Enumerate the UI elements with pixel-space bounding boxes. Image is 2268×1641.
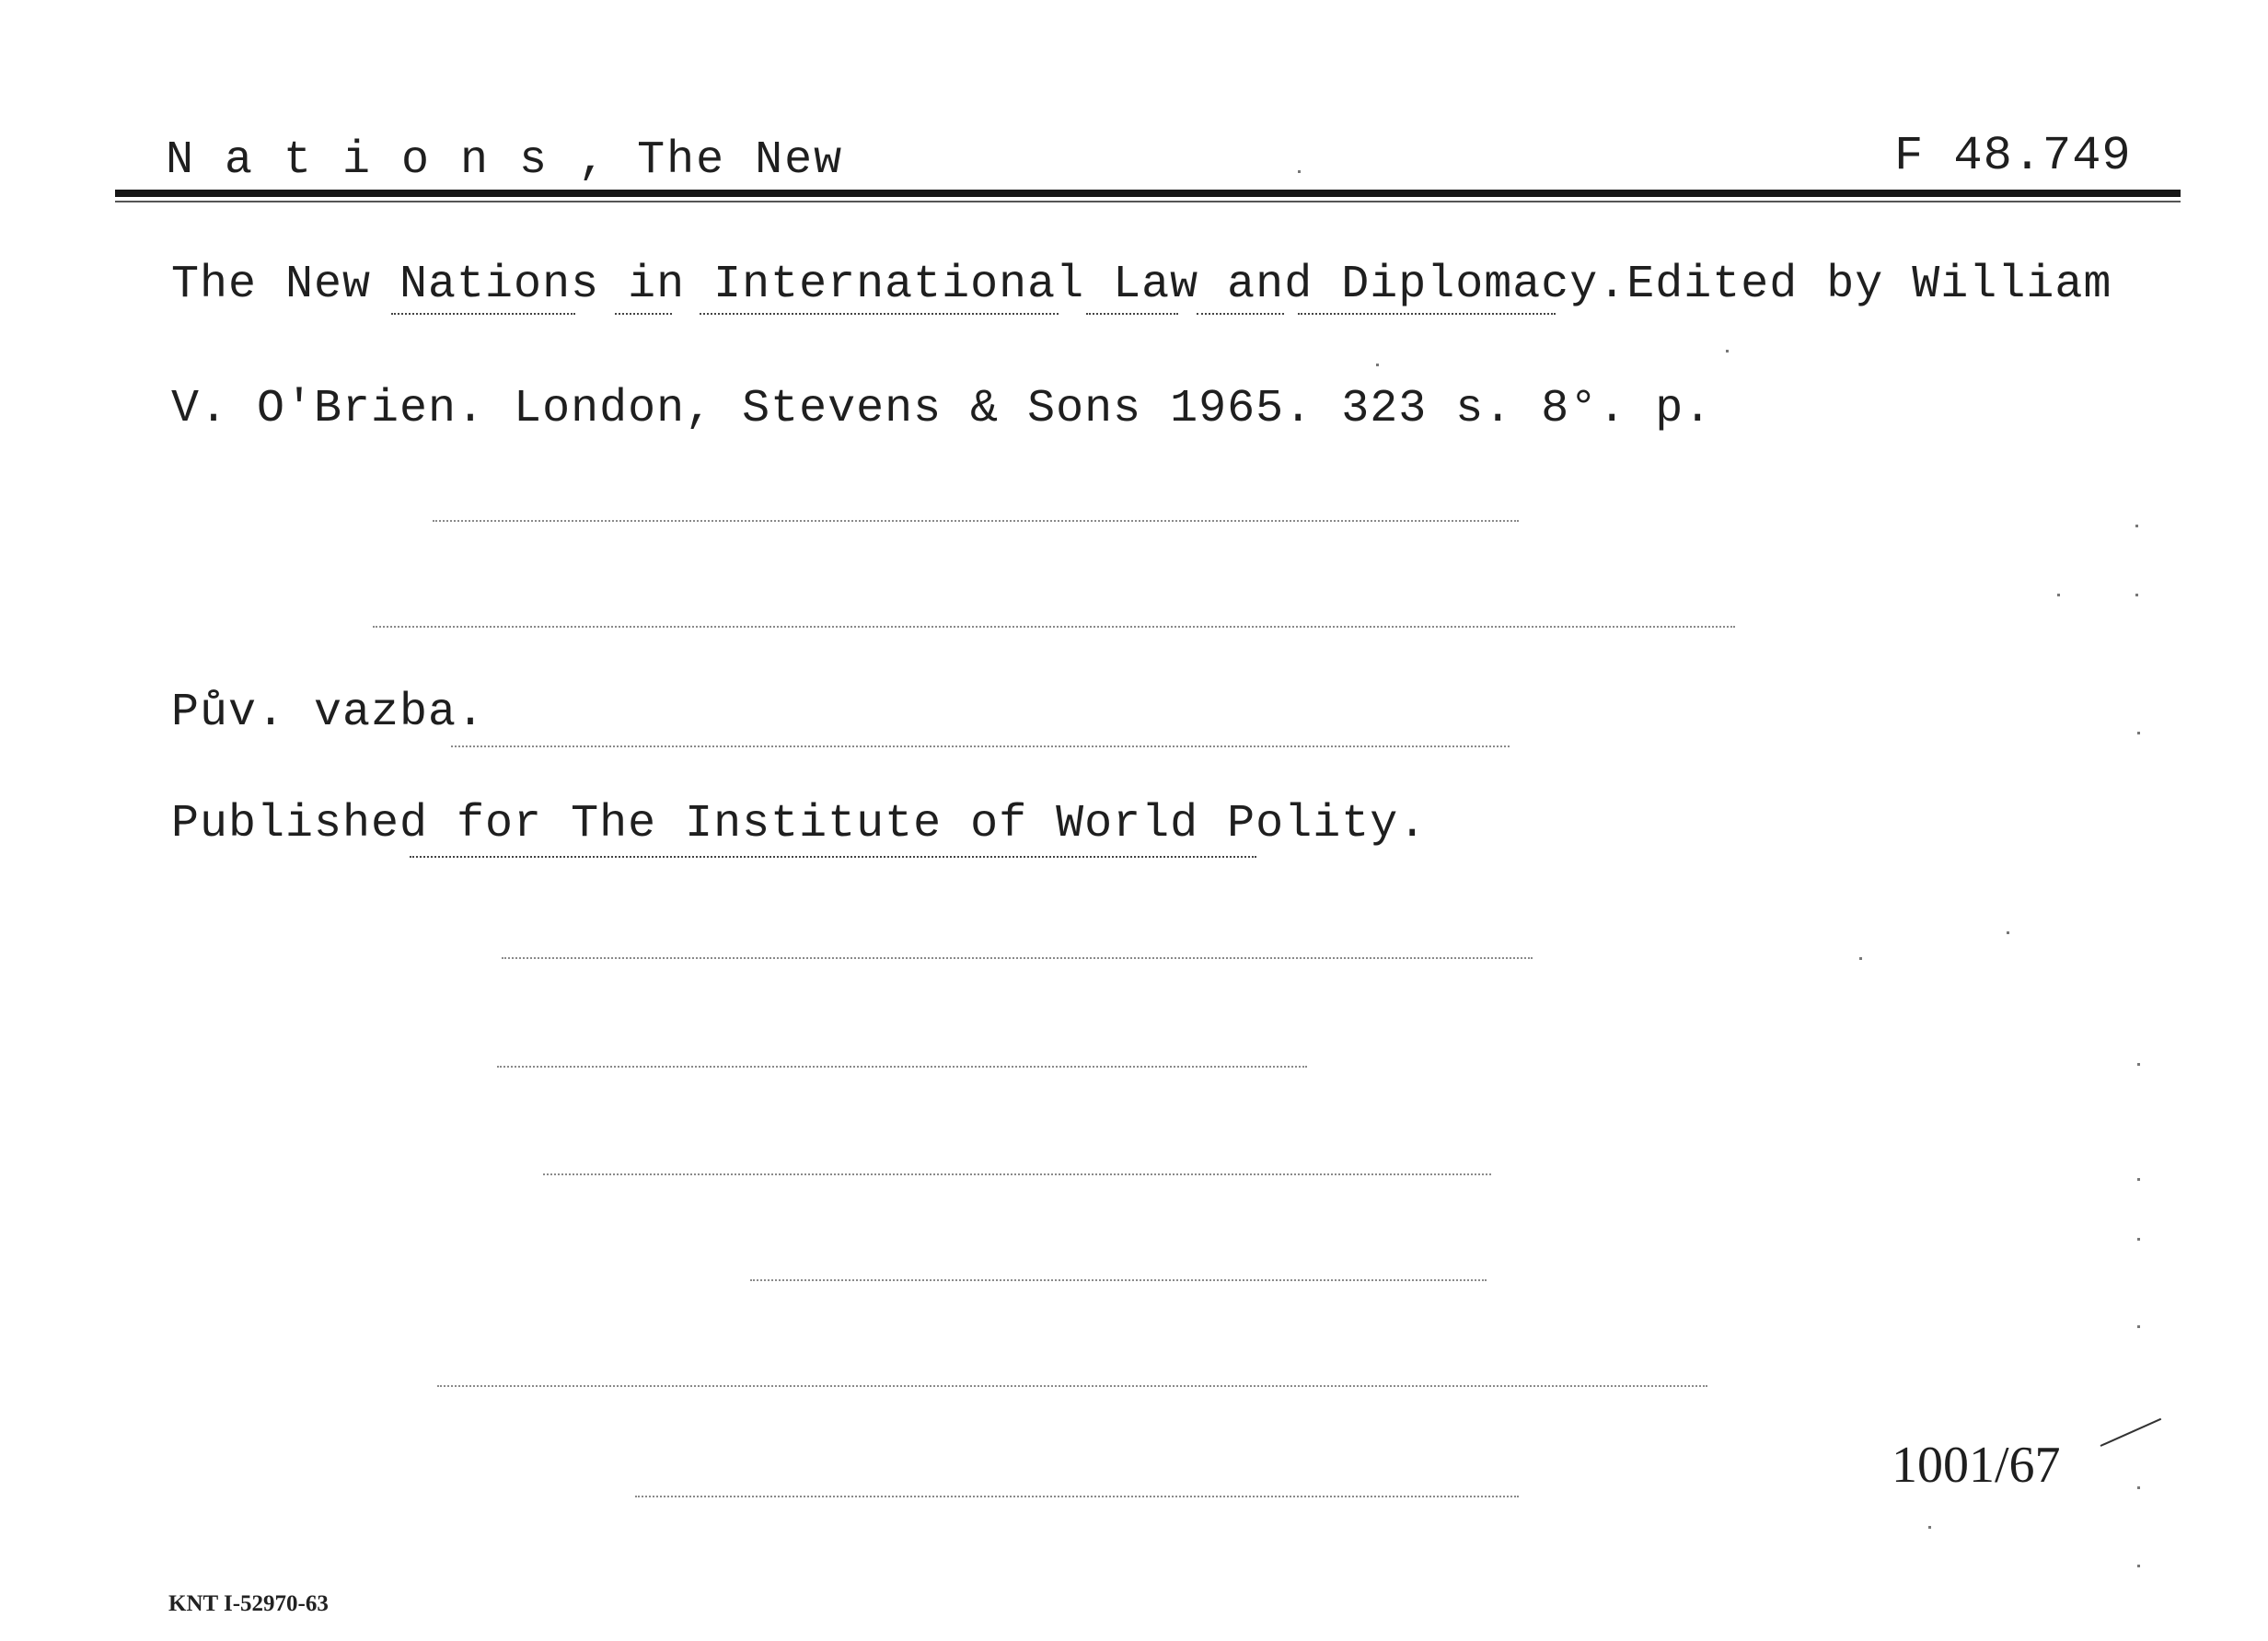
card-heading: N a t i o n s , The New — [166, 134, 844, 187]
title-line: The New Nations in International Law and Diplomacy.Edited by William — [171, 259, 2112, 311]
speck — [2007, 931, 2009, 934]
speck — [1859, 957, 1862, 960]
blank-ruled-line — [543, 1173, 1491, 1175]
blank-ruled-line — [451, 745, 1510, 747]
speck — [1298, 170, 1301, 173]
blank-ruled-line — [497, 1066, 1307, 1068]
accession-number: 1001/67 — [1892, 1437, 2061, 1494]
heading-rule — [115, 190, 2181, 197]
speck — [2135, 525, 2138, 527]
speck — [2137, 1565, 2140, 1567]
blank-ruled-line — [373, 626, 1735, 628]
accession-tick-mark — [2100, 1418, 2162, 1447]
speck — [2137, 1238, 2140, 1241]
heading-rule-shadow — [115, 201, 2181, 202]
blank-ruled-line — [437, 1385, 1707, 1387]
publisher-note: Published for The Institute of World Polity. — [171, 798, 1428, 850]
title-underline-diplomacy — [1298, 313, 1556, 315]
speck — [2135, 594, 2138, 596]
publisher-underline — [410, 856, 1256, 858]
printer-code: KNT I-52970-63 — [168, 1591, 329, 1616]
speck — [2137, 732, 2140, 734]
speck — [1376, 364, 1379, 366]
speck — [1928, 1526, 1931, 1529]
title-underline-in — [615, 313, 672, 315]
speck — [2057, 594, 2060, 596]
speck — [2137, 1178, 2140, 1181]
blank-ruled-line — [433, 520, 1519, 522]
title-underline-nations — [391, 313, 575, 315]
speck — [2137, 1486, 2140, 1489]
blank-ruled-line — [750, 1279, 1487, 1281]
speck — [2137, 1325, 2140, 1328]
title-underline-law — [1086, 313, 1178, 315]
speck — [2137, 1063, 2140, 1066]
blank-ruled-line — [635, 1496, 1519, 1497]
speck — [1726, 350, 1729, 352]
title-underline-and — [1197, 313, 1284, 315]
shelf-signature: F 48.749 — [1894, 129, 2132, 183]
title-underline-international — [700, 313, 1059, 315]
imprint-line: V. O'Brien. London, Stevens & Sons 1965. 323 s. 8°. p. — [171, 383, 1713, 435]
blank-ruled-line — [502, 957, 1533, 959]
binding-note: Pův. vazba. — [171, 687, 486, 739]
